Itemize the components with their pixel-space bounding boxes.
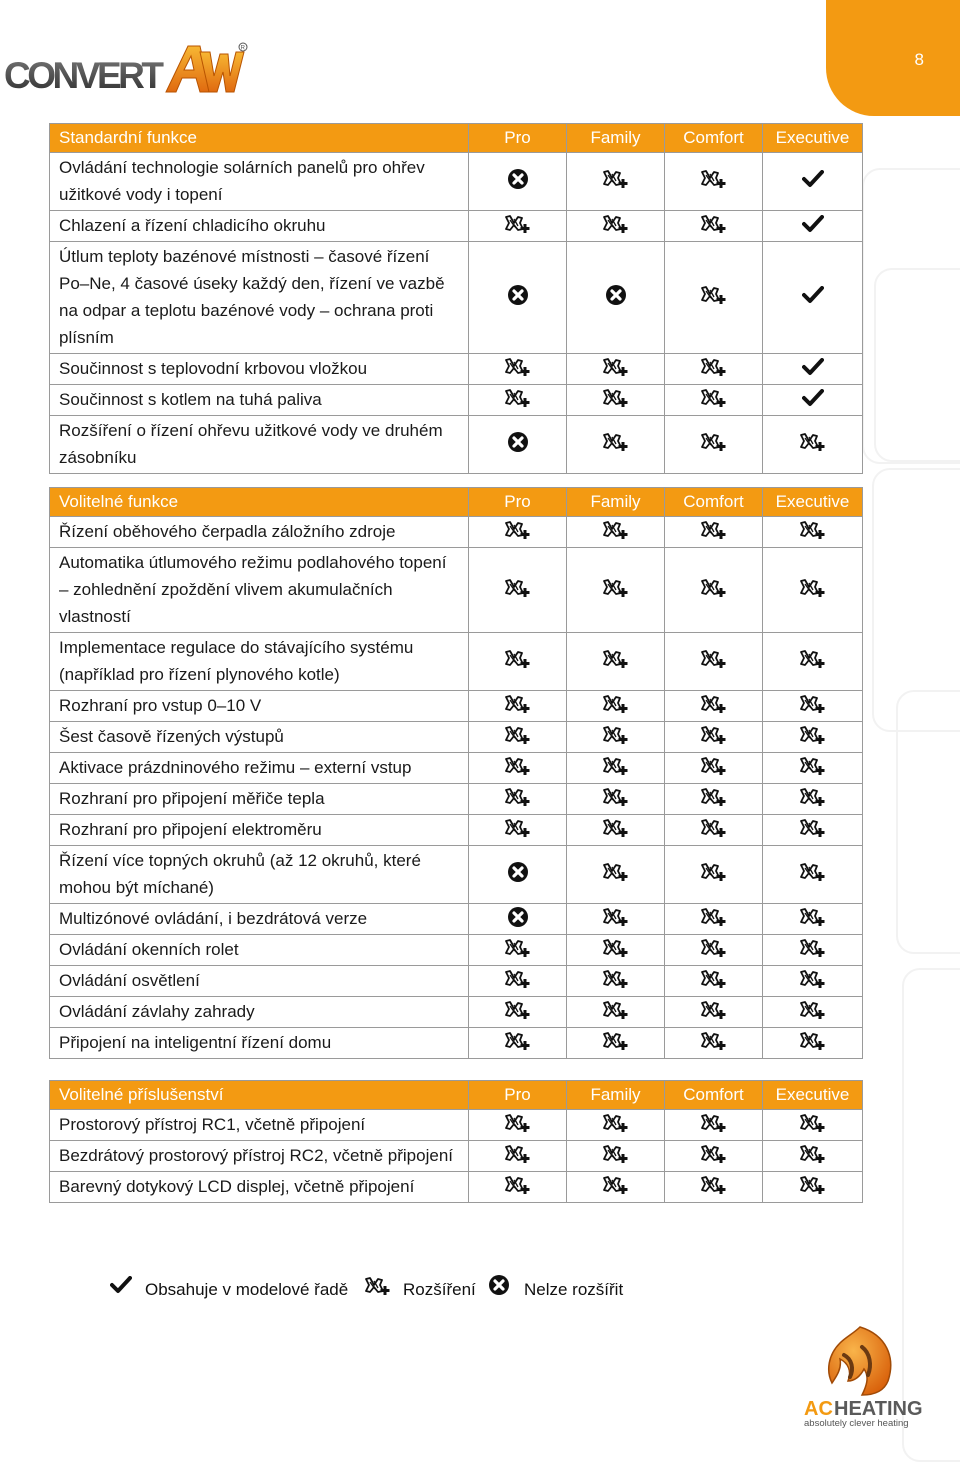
extension-plus-icon — [504, 943, 532, 962]
extension-plus-icon — [504, 362, 532, 381]
availability-cell — [665, 517, 763, 548]
availability-cell — [567, 904, 665, 935]
extension-plus-icon — [504, 525, 532, 544]
availability-cell — [665, 1172, 763, 1203]
column-header: Pro — [469, 488, 567, 517]
section-heading: Volitelné příslušenství — [50, 1081, 469, 1110]
check-icon — [802, 289, 824, 308]
table-row — [50, 1141, 863, 1172]
availability-cell — [763, 385, 863, 416]
table-row — [50, 416, 863, 474]
extension-plus-icon — [700, 1036, 728, 1055]
availability-cell — [665, 1110, 763, 1141]
availability-cell — [469, 354, 567, 385]
availability-cell — [567, 1110, 665, 1141]
column-header: Family — [567, 488, 665, 517]
extension-plus-icon — [602, 219, 630, 238]
extension-plus-icon — [504, 699, 532, 718]
availability-cell — [469, 784, 567, 815]
legend-included-label: Obsahuje v modelové řadě — [145, 1280, 349, 1299]
extension-plus-icon — [504, 1118, 532, 1137]
extension-plus-icon — [700, 362, 728, 381]
cross-circle-icon — [605, 291, 627, 310]
feature-name: Prostorový přístroj RC1, včetně připojení — [50, 1110, 469, 1141]
extension-plus-icon — [504, 1180, 532, 1199]
extension-plus-icon — [700, 1149, 728, 1168]
table-row — [50, 1172, 863, 1203]
extension-plus-icon — [504, 974, 532, 993]
cross-circle-icon — [488, 1274, 510, 1301]
availability-cell — [567, 966, 665, 997]
table-header-row — [50, 124, 863, 153]
feature-name: Implementace regulace do stávajícího systému (například pro řízení plynového kotle) — [50, 633, 469, 691]
check-icon — [802, 361, 824, 380]
section-heading: Volitelné funkce — [50, 488, 469, 517]
availability-cell — [763, 691, 863, 722]
table-row — [50, 691, 863, 722]
availability-cell — [469, 846, 567, 904]
cross-circle-icon — [507, 868, 529, 887]
extension-plus-icon — [799, 974, 827, 993]
availability-cell — [469, 904, 567, 935]
background-decoration — [896, 690, 960, 954]
extension-plus-icon — [504, 823, 532, 842]
availability-cell — [763, 1028, 863, 1059]
feature-name: Rozhraní pro připojení měřiče tepla — [50, 784, 469, 815]
extension-plus-icon — [700, 974, 728, 993]
availability-cell — [665, 691, 763, 722]
extension-plus-icon — [504, 583, 532, 602]
table-row — [50, 548, 863, 633]
availability-cell — [763, 548, 863, 633]
extension-plus-icon — [602, 823, 630, 842]
availability-cell — [469, 935, 567, 966]
table-row — [50, 354, 863, 385]
availability-cell — [763, 753, 863, 784]
extension-plus-icon — [602, 1036, 630, 1055]
cross-circle-icon — [507, 175, 529, 194]
availability-cell — [665, 416, 763, 474]
column-header: Pro — [469, 124, 567, 153]
feature-name: Součinnost s kotlem na tuhá paliva — [50, 385, 469, 416]
availability-cell — [469, 385, 567, 416]
availability-cell — [469, 548, 567, 633]
feature-name: Aktivace prázdninového režimu – externí vstup — [50, 753, 469, 784]
feature-name: Připojení na inteligentní řízení domu — [50, 1028, 469, 1059]
table-row — [50, 997, 863, 1028]
extension-plus-icon — [700, 219, 728, 238]
extension-plus-icon — [602, 974, 630, 993]
table-row — [50, 1028, 863, 1059]
extension-plus-icon — [700, 393, 728, 412]
check-icon — [110, 1276, 132, 1299]
extension-plus-icon — [602, 761, 630, 780]
extension-plus-icon — [700, 823, 728, 842]
availability-cell — [469, 633, 567, 691]
extension-plus-icon — [504, 730, 532, 749]
standard-functions-table — [49, 123, 863, 474]
column-header: Comfort — [665, 1081, 763, 1110]
availability-cell — [665, 966, 763, 997]
extension-plus-icon — [799, 823, 827, 842]
availability-cell — [567, 517, 665, 548]
svg-text:absolutely clever heating: absolutely clever heating — [804, 1418, 909, 1429]
availability-cell — [567, 846, 665, 904]
page-number: 8 — [914, 50, 924, 69]
extension-plus-icon — [799, 1036, 827, 1055]
feature-name: Součinnost s teplovodní krbovou vložkou — [50, 354, 469, 385]
availability-cell — [469, 1141, 567, 1172]
column-header: Executive — [763, 1081, 863, 1110]
extension-plus-icon — [799, 867, 827, 886]
table-row — [50, 211, 863, 242]
extension-plus-icon — [700, 761, 728, 780]
page-number-tab — [826, 0, 960, 116]
extension-plus-icon — [700, 1180, 728, 1199]
feature-name: Rozhraní pro vstup 0–10 V — [50, 691, 469, 722]
availability-cell — [469, 517, 567, 548]
extension-plus-icon — [799, 761, 827, 780]
availability-cell — [665, 1028, 763, 1059]
availability-cell — [567, 416, 665, 474]
feature-name: Automatika útlumového režimu podlahového topení – zohlednění zpoždění vlivem akumulačních vlastností — [50, 548, 469, 633]
feature-name: Barevný dotykový LCD displej, včetně připojení — [50, 1172, 469, 1203]
extension-plus-icon — [799, 699, 827, 718]
availability-cell — [567, 1028, 665, 1059]
extension-plus-icon — [700, 1005, 728, 1024]
feature-name: Ovládání osvětlení — [50, 966, 469, 997]
check-icon — [802, 392, 824, 411]
extension-plus-icon — [602, 1118, 630, 1137]
extension-plus-icon — [700, 290, 728, 309]
feature-name: Šest časově řízených výstupů — [50, 722, 469, 753]
column-header: Executive — [763, 124, 863, 153]
optional-accessories-table — [49, 1080, 863, 1203]
availability-cell — [763, 1110, 863, 1141]
availability-cell — [469, 1028, 567, 1059]
availability-cell — [567, 784, 665, 815]
extension-plus-icon — [799, 730, 827, 749]
availability-cell — [567, 548, 665, 633]
extension-plus-icon — [602, 699, 630, 718]
extension-plus-icon — [504, 393, 532, 412]
availability-cell — [567, 385, 665, 416]
extension-plus-icon — [700, 583, 728, 602]
availability-cell — [567, 1141, 665, 1172]
svg-text:R: R — [240, 45, 245, 52]
extension-plus-icon — [602, 174, 630, 193]
cross-circle-icon — [507, 291, 529, 310]
availability-cell — [567, 753, 665, 784]
availability-cell — [665, 784, 763, 815]
extension-plus-icon — [504, 1005, 532, 1024]
legend-not-extendable-label: Nelze rozšířit — [524, 1280, 624, 1299]
availability-cell — [763, 211, 863, 242]
availability-cell — [763, 517, 863, 548]
availability-cell — [763, 784, 863, 815]
availability-cell — [665, 153, 763, 211]
extension-plus-icon — [602, 362, 630, 381]
legend-extension-label: Rozšíření — [403, 1280, 476, 1299]
availability-cell — [469, 242, 567, 354]
extension-plus-icon — [700, 1118, 728, 1137]
check-icon — [802, 173, 824, 192]
table-row — [50, 1110, 863, 1141]
ac-heating-logo — [800, 1325, 926, 1431]
extension-plus-icon — [799, 912, 827, 931]
availability-cell — [665, 1141, 763, 1172]
availability-cell — [763, 416, 863, 474]
column-header: Family — [567, 124, 665, 153]
extension-plus-icon — [602, 912, 630, 931]
table-row — [50, 904, 863, 935]
feature-name: Rozšíření o řízení ohřevu užitkové vody ve druhém zásobníku — [50, 416, 469, 474]
extension-plus-icon — [700, 943, 728, 962]
feature-name: Řízení oběhového čerpadla záložního zdroje — [50, 517, 469, 548]
availability-cell — [567, 935, 665, 966]
availability-cell — [665, 753, 763, 784]
availability-cell — [469, 1172, 567, 1203]
availability-cell — [469, 211, 567, 242]
availability-cell — [567, 691, 665, 722]
availability-cell — [665, 997, 763, 1028]
availability-cell — [763, 354, 863, 385]
availability-cell — [665, 846, 763, 904]
availability-cell — [567, 997, 665, 1028]
feature-name: Multizónové ovládání, i bezdrátová verze — [50, 904, 469, 935]
extension-plus-icon — [602, 943, 630, 962]
extension-plus-icon — [504, 1149, 532, 1168]
extension-plus-icon — [602, 437, 630, 456]
availability-cell — [763, 935, 863, 966]
availability-cell — [665, 548, 763, 633]
extension-plus-icon — [700, 525, 728, 544]
availability-cell — [567, 722, 665, 753]
extension-plus-icon — [504, 654, 532, 673]
table-row — [50, 153, 863, 211]
availability-cell — [665, 722, 763, 753]
availability-cell — [665, 354, 763, 385]
table-row — [50, 815, 863, 846]
extension-plus-icon — [799, 654, 827, 673]
availability-cell — [763, 722, 863, 753]
availability-cell — [567, 815, 665, 846]
extension-plus-icon — [504, 761, 532, 780]
availability-cell — [469, 1110, 567, 1141]
background-decoration — [874, 268, 960, 462]
table-row — [50, 784, 863, 815]
feature-name: Útlum teploty bazénové místnosti – časové řízení Po–Ne, 4 časové úseky každý den, řízení ve vazbě na odpar a teplotu bazénové vody – ochrana proti plísním — [50, 242, 469, 354]
extension-plus-icon — [602, 1180, 630, 1199]
extension-plus-icon — [504, 219, 532, 238]
extension-plus-icon — [602, 792, 630, 811]
availability-cell — [469, 416, 567, 474]
svg-text:AC: AC — [804, 1398, 833, 1420]
availability-cell — [469, 691, 567, 722]
availability-cell — [567, 211, 665, 242]
availability-cell — [763, 1141, 863, 1172]
availability-cell — [763, 633, 863, 691]
availability-cell — [763, 846, 863, 904]
cross-circle-icon — [507, 913, 529, 932]
extension-plus-icon — [700, 867, 728, 886]
table-row — [50, 633, 863, 691]
availability-cell — [469, 815, 567, 846]
extension-plus-icon — [799, 525, 827, 544]
extension-plus-icon — [602, 525, 630, 544]
feature-name: Bezdrátový prostorový přístroj RC2, včetně připojení — [50, 1141, 469, 1172]
table-row — [50, 385, 863, 416]
column-header: Comfort — [665, 124, 763, 153]
extension-plus-icon — [700, 912, 728, 931]
feature-name: Chlazení a řízení chladicího okruhu — [50, 211, 469, 242]
availability-cell — [665, 385, 763, 416]
availability-cell — [665, 935, 763, 966]
availability-cell — [763, 904, 863, 935]
optional-functions-table — [49, 487, 863, 1059]
availability-cell — [469, 753, 567, 784]
table-header-row — [50, 1081, 863, 1110]
extension-plus-icon — [799, 1118, 827, 1137]
availability-cell — [763, 815, 863, 846]
extension-plus-icon — [700, 792, 728, 811]
feature-name: Rozhraní pro připojení elektroměru — [50, 815, 469, 846]
extension-plus-icon — [700, 437, 728, 456]
availability-cell — [665, 633, 763, 691]
feature-name: Ovládání okenních rolet — [50, 935, 469, 966]
availability-cell — [763, 153, 863, 211]
extension-plus-icon — [700, 654, 728, 673]
table-row — [50, 722, 863, 753]
extension-plus-icon — [602, 393, 630, 412]
feature-name: Ovládání technologie solárních panelů pro ohřev užitkové vody i topení — [50, 153, 469, 211]
availability-cell — [469, 966, 567, 997]
table-row — [50, 846, 863, 904]
availability-cell — [763, 966, 863, 997]
extension-plus-icon — [799, 943, 827, 962]
extension-plus-icon — [364, 1276, 392, 1301]
extension-plus-icon — [602, 654, 630, 673]
table-row — [50, 242, 863, 354]
feature-name: Ovládání závlahy zahrady — [50, 997, 469, 1028]
table-row — [50, 517, 863, 548]
table-row — [50, 753, 863, 784]
extension-plus-icon — [799, 1180, 827, 1199]
extension-plus-icon — [602, 583, 630, 602]
extension-plus-icon — [602, 867, 630, 886]
availability-cell — [665, 815, 763, 846]
extension-plus-icon — [799, 792, 827, 811]
availability-cell — [567, 633, 665, 691]
column-header: Family — [567, 1081, 665, 1110]
availability-cell — [665, 211, 763, 242]
extension-plus-icon — [700, 730, 728, 749]
availability-cell — [763, 1172, 863, 1203]
extension-plus-icon — [799, 1005, 827, 1024]
availability-cell — [567, 242, 665, 354]
availability-cell — [567, 1172, 665, 1203]
convert-aw-logo — [4, 42, 249, 98]
table-row — [50, 935, 863, 966]
extension-plus-icon — [504, 1036, 532, 1055]
column-header: Comfort — [665, 488, 763, 517]
availability-cell — [469, 153, 567, 211]
svg-text:HEATING: HEATING — [834, 1398, 923, 1420]
svg-text:CONVERT: CONVERT — [4, 55, 164, 96]
extension-plus-icon — [602, 730, 630, 749]
column-header: Pro — [469, 1081, 567, 1110]
availability-cell — [469, 722, 567, 753]
column-header: Executive — [763, 488, 863, 517]
extension-plus-icon — [602, 1149, 630, 1168]
availability-cell — [567, 153, 665, 211]
extension-plus-icon — [799, 583, 827, 602]
availability-cell — [763, 242, 863, 354]
availability-cell — [469, 997, 567, 1028]
check-icon — [802, 218, 824, 237]
extension-plus-icon — [504, 792, 532, 811]
feature-name: Řízení více topných okruhů (až 12 okruhů, které mohou být míchané) — [50, 846, 469, 904]
availability-cell — [763, 997, 863, 1028]
table-row — [50, 966, 863, 997]
extension-plus-icon — [602, 1005, 630, 1024]
section-heading: Standardní funkce — [50, 124, 469, 153]
availability-cell — [567, 354, 665, 385]
cross-circle-icon — [507, 438, 529, 457]
availability-cell — [665, 904, 763, 935]
table-header-row — [50, 488, 863, 517]
extension-plus-icon — [799, 437, 827, 456]
extension-plus-icon — [799, 1149, 827, 1168]
extension-plus-icon — [700, 174, 728, 193]
availability-cell — [665, 242, 763, 354]
extension-plus-icon — [700, 699, 728, 718]
